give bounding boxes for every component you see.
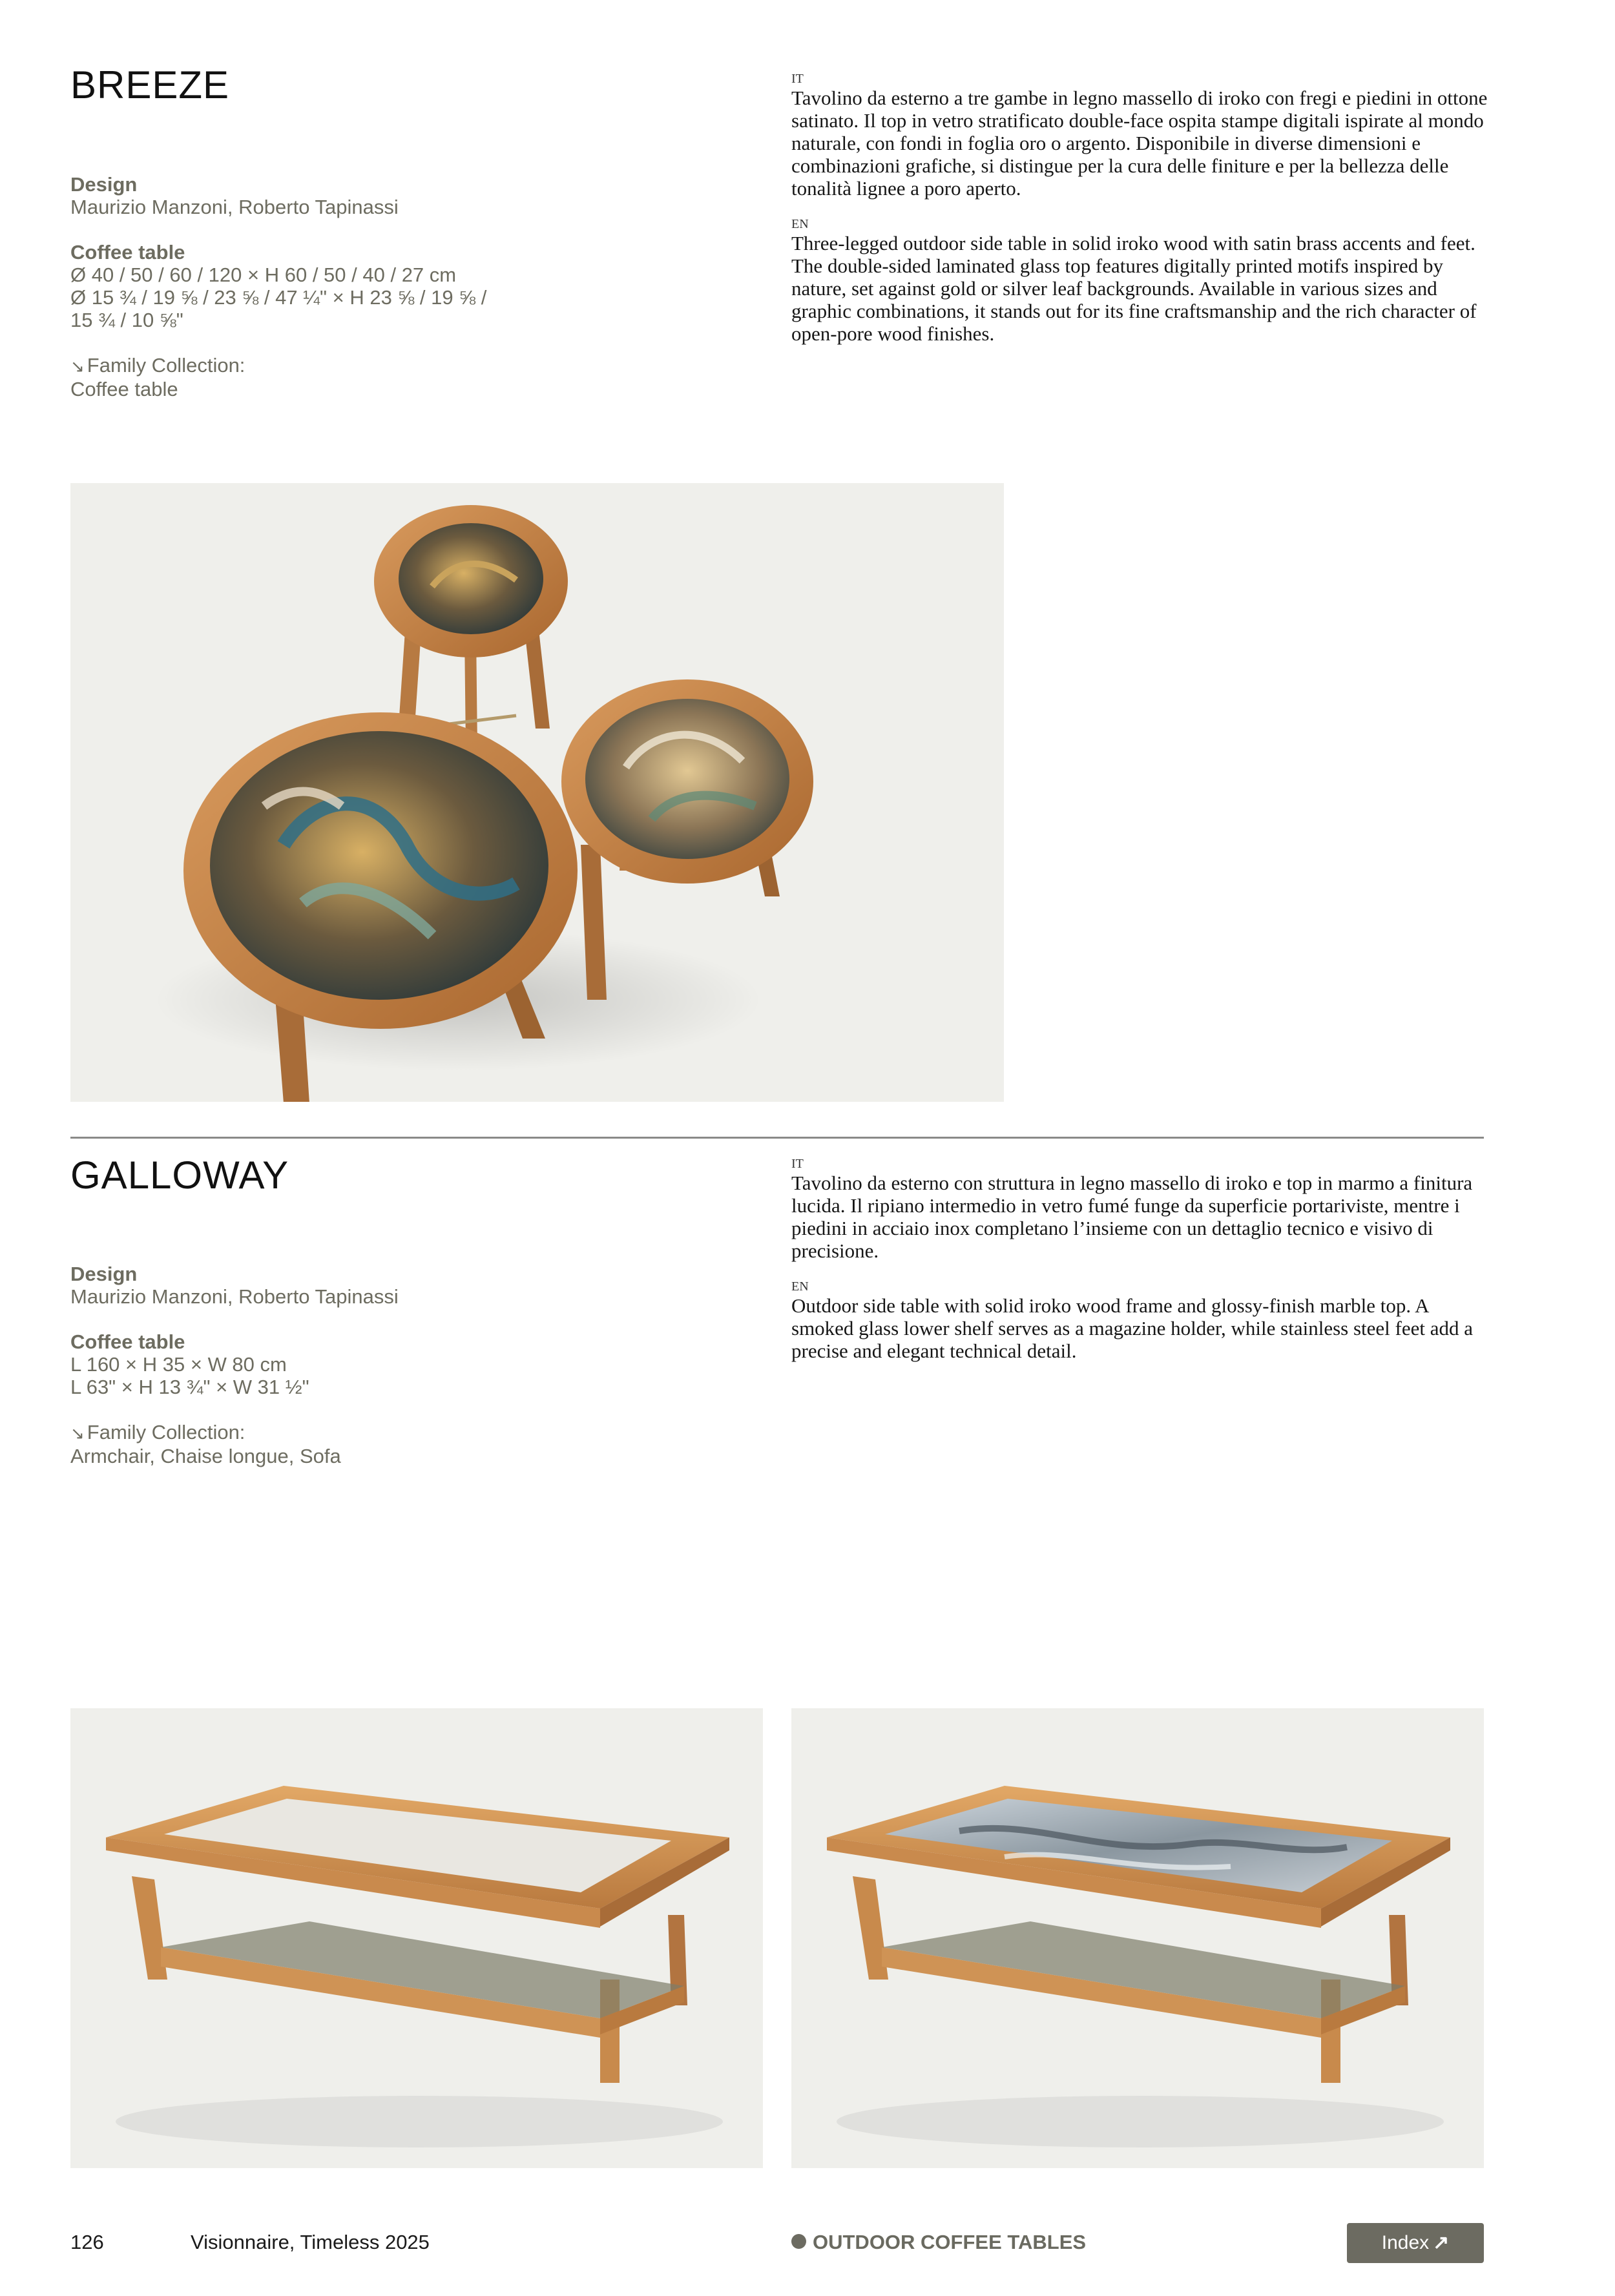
dimensions-cm: Ø 40 / 50 / 60 / 120 × H 60 / 50 / 40 / 27 cm (70, 264, 457, 286)
description-it: Tavolino da esterno con struttura in legno massello di iroko e top in marmo a finitura lucida. Il ripiano intermedio in vetro fumé funge da superficie portariviste, mentre i piedini in acciaio inox completano l’insieme con un dettaglio tecnico e visivo di precisione. (791, 1172, 1473, 1262)
designers: Maurizio Manzoni, Roberto Tapinassi (70, 196, 399, 218)
product-title-breeze: BREEZE (70, 63, 230, 107)
page-number: 126 (70, 2231, 104, 2253)
lang-label-en: EN (791, 1279, 809, 1294)
product-photo-galloway-grey (791, 1708, 1484, 2168)
description-breeze (791, 71, 1489, 362)
arrow-up-right-icon: ↗ (1433, 2232, 1450, 2253)
family-value: Armchair, Chaise longue, Sofa (70, 1445, 341, 1467)
lang-label-it: IT (791, 72, 804, 86)
arrow-down-right-icon: ↘ (70, 1423, 85, 1443)
product-meta-breeze (70, 173, 749, 423)
product-type: Coffee table (70, 241, 185, 264)
galloway-table-illustration (70, 1708, 763, 2168)
arrow-down-right-icon: ↘ (70, 357, 85, 376)
index-label: Index (1381, 2232, 1430, 2253)
product-photo-breeze (70, 483, 1004, 1102)
family-label: Family Collection: (87, 1421, 245, 1443)
design-label: Design (70, 1263, 138, 1285)
product-photo-galloway-white (70, 1708, 763, 2168)
dimensions-in-cont: 15 ¾ / 10 ⅝" (70, 309, 183, 331)
breeze-tables-illustration (70, 483, 1004, 1102)
designers: Maurizio Manzoni, Roberto Tapinassi (70, 1285, 399, 1308)
section-title: OUTDOOR COFFEE TABLES (813, 2231, 1087, 2253)
lang-label-it: IT (791, 1157, 804, 1171)
index-button[interactable] (1347, 2223, 1484, 2263)
section-divider (70, 1137, 1484, 1139)
section-label (791, 2231, 1086, 2254)
product-title-galloway: GALLOWAY (70, 1153, 289, 1197)
publication-name: Visionnaire, Timeless 2025 (191, 2231, 430, 2253)
family-label: Family Collection: (87, 354, 245, 377)
galloway-table-illustration (791, 1708, 1484, 2168)
lang-label-en: EN (791, 217, 809, 231)
section-dot-icon (791, 2234, 806, 2249)
family-collection-link[interactable] (70, 354, 749, 400)
description-en: Outdoor side table with solid iroko wood frame and glossy-finish marble top. A smoked glass lower shelf serves as a magazine holder, while stainless steel feet add a precise and elegant technical detail. (791, 1294, 1473, 1362)
dimensions-in: Ø 15 ¾ / 19 ⅝ / 23 ⅝ / 47 ¼" × H 23 ⅝ / 19 ⅝ / (70, 286, 487, 309)
dimensions-in: L 63" × H 13 ¾" × W 31 ½" (70, 1376, 309, 1398)
product-meta-galloway (70, 1263, 749, 1490)
dimensions-cm: L 160 × H 35 × W 80 cm (70, 1353, 287, 1376)
description-galloway (791, 1156, 1489, 1379)
product-type: Coffee table (70, 1330, 185, 1353)
design-label: Design (70, 173, 138, 196)
family-collection-link[interactable] (70, 1421, 749, 1467)
description-it: Tavolino da esterno a tre gambe in legno massello di iroko con fregi e piedini in ottone satinato. Il top in vetro stratificato double-face ospita stampe digitali ispirate al mondo naturale, con fondi in foglia oro o argento. Disponibile in diverse dimensioni e combinazioni grafiche, si distingue per la cura delle finiture e per la bellezza delle tonalità lignee a poro aperto. (791, 87, 1488, 200)
family-value: Coffee table (70, 378, 178, 400)
description-en: Three-legged outdoor side table in solid iroko wood with satin brass accents and feet. The double-sided laminated glass top features digitally printed motifs inspired by nature, set against gold or silver leaf backgrounds. Available in various sizes and graphic combinations, it stands out for its fine craftsmanship and the rich character of open-pore wood finishes. (791, 232, 1477, 345)
